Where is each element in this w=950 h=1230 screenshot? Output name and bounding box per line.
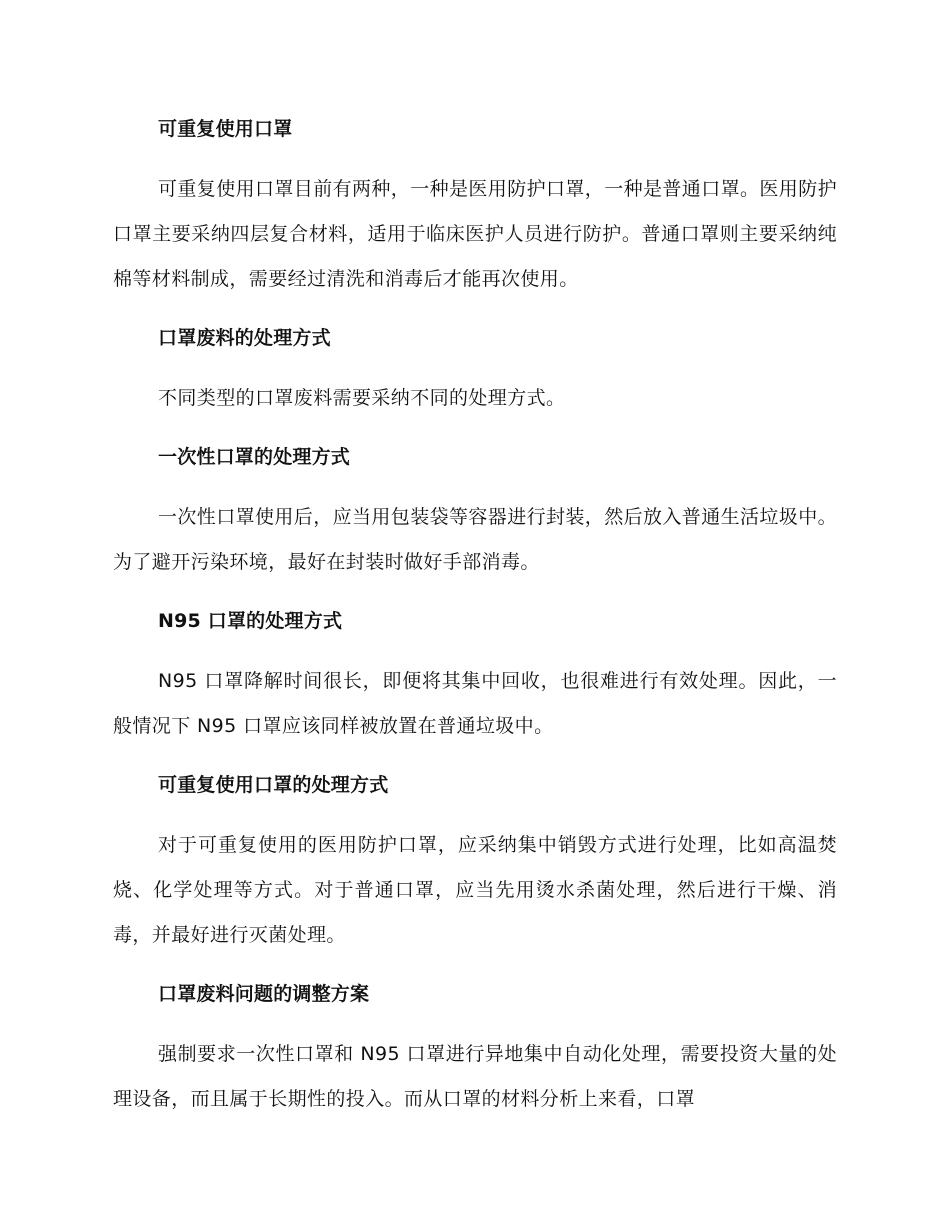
section-paragraph: 强制要求一次性口罩和 N95 口罩进行异地集中自动化处理，需要投资大量的处理设备，而且属于长期性的投入。而从口罩的材料分析上来看，口罩 [113, 1043, 837, 1110]
section-paragraph: 一次性口罩使用后，应当用包装袋等容器进行封装，然后放入普通生活垃圾中。为了避开污染环境，最好在封装时做好手部消毒。 [113, 506, 838, 573]
section-heading: 一次性口罩的处理方式 [158, 446, 351, 468]
section-paragraph: N95 口罩降解时间很长，即便将其集中回收，也很难进行有效处理。因此，一般情况下 N95 口罩应该同样被放置在普通垃圾中。 [113, 670, 837, 737]
document-body [113, 113, 837, 1122]
section-heading: 可重复使用口罩 [158, 118, 293, 140]
section-heading: 口罩废料的处理方式 [158, 327, 331, 349]
section-heading: 可重复使用口罩的处理方式 [158, 774, 389, 796]
section-paragraph: 不同类型的口罩废料需要采纳不同的处理方式。 [158, 387, 566, 409]
section-paragraph: 对于可重复使用的医用防护口罩，应采纳集中销毁方式进行处理，比如高温焚烧、化学处理等方式。对于普通口罩，应当先用烫水杀菌处理，然后进行干燥、消毒，并最好进行灭菌处理。 [113, 834, 837, 946]
section-paragraph: 可重复使用口罩目前有两种，一种是医用防护口罩，一种是普通口罩。医用防护口罩主要采纳四层复合材料，适用于临床医护人员进行防护。普通口罩则主要采纳纯棉等材料制成，需要经过清洗和消毒后才能再次使用。 [113, 178, 838, 290]
section-heading: 口罩废料问题的调整方案 [158, 983, 370, 1005]
section-heading: N95 口罩的处理方式 [158, 610, 343, 632]
